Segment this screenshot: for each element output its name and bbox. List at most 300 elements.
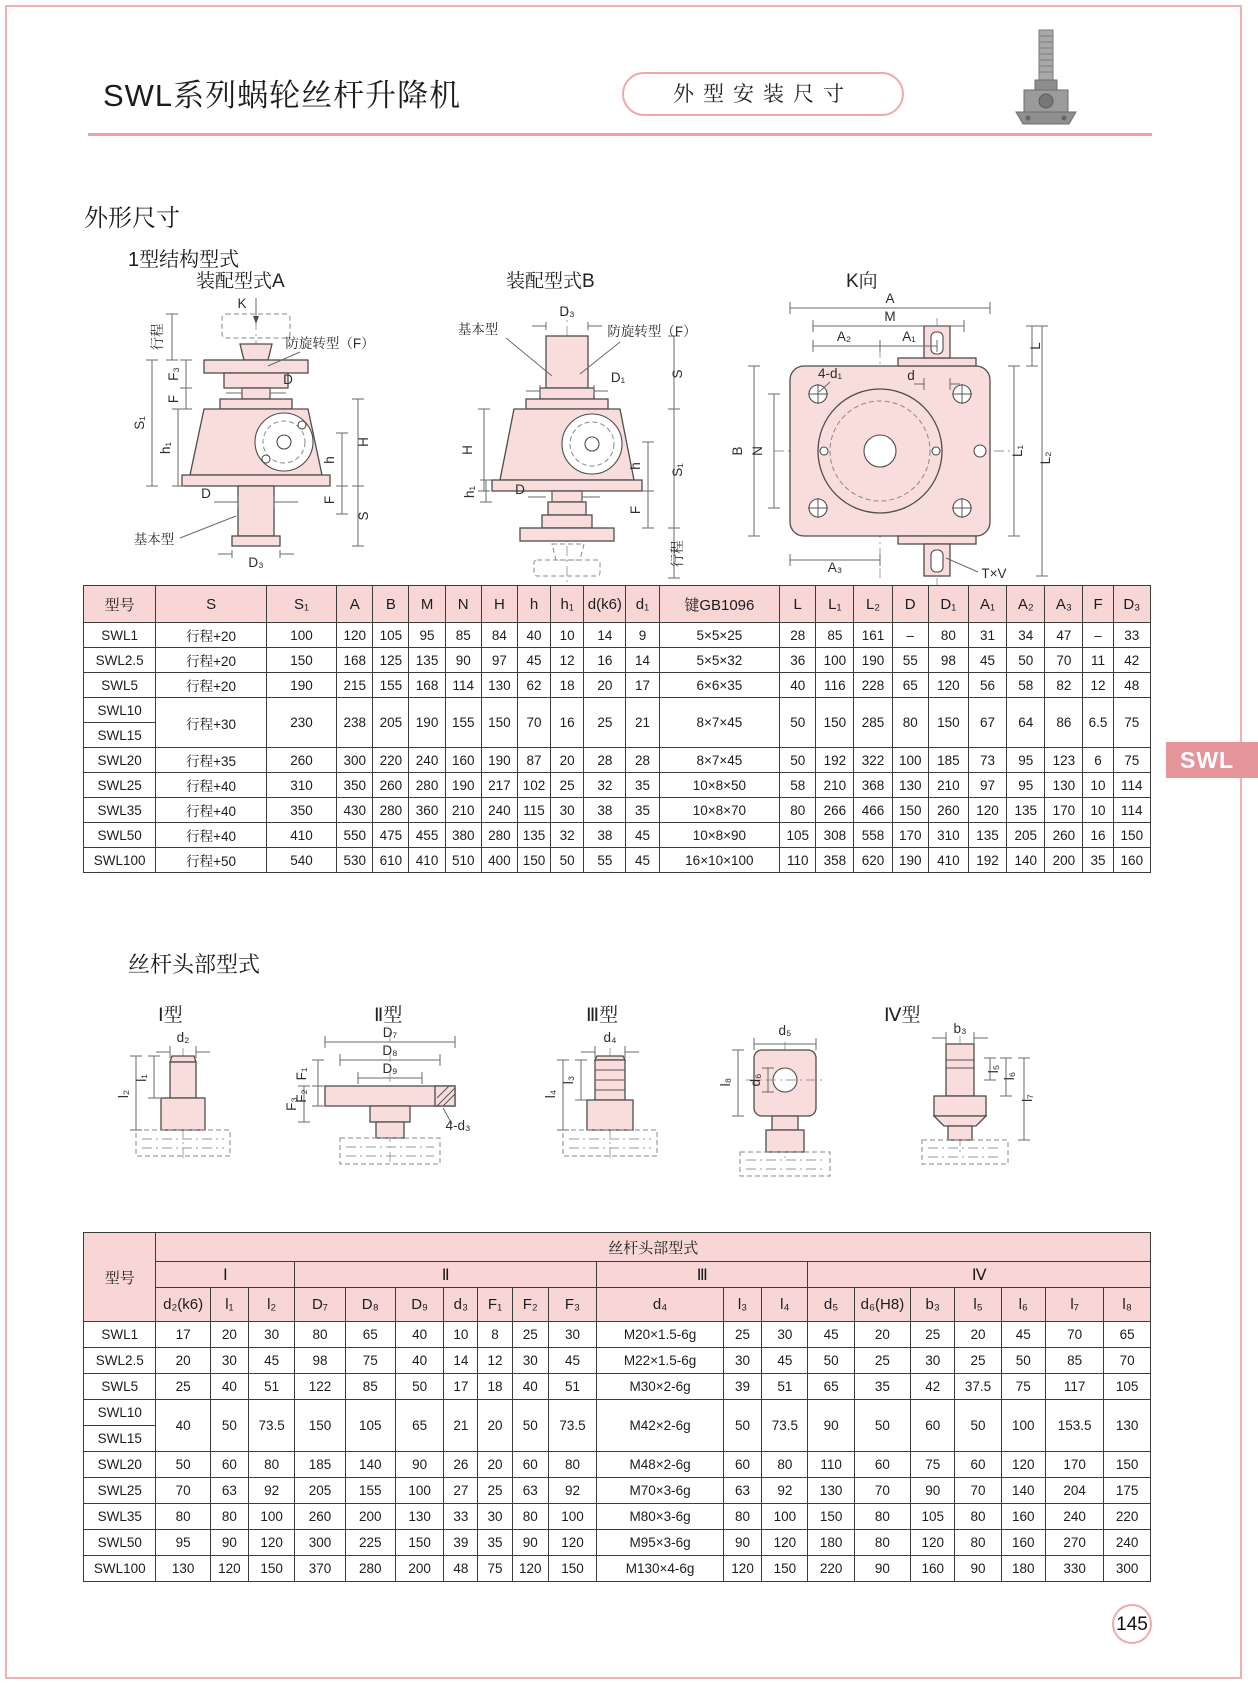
table-row	[84, 1348, 1151, 1374]
value-cell: 51	[249, 1374, 295, 1400]
dimension-label: T×V	[981, 566, 1007, 581]
value-cell: 63	[723, 1478, 761, 1504]
value-cell: 90	[955, 1556, 1001, 1582]
value-cell: 200	[345, 1504, 395, 1530]
value-cell: 260	[928, 798, 968, 823]
value-cell: 67	[968, 698, 1006, 748]
value-cell: 6	[1083, 748, 1113, 773]
value-cell: 150	[395, 1530, 443, 1556]
value-cell: 130	[892, 773, 928, 798]
head-title-type4: Ⅳ型	[884, 1005, 921, 1026]
value-cell: 150	[517, 848, 550, 873]
value-cell: 70	[1045, 648, 1083, 673]
value-cell: 70	[156, 1478, 210, 1504]
value-cell: 10×8×90	[659, 823, 780, 848]
diagram-title-assembly-b: 装配型式B	[506, 271, 595, 292]
value-cell: –	[892, 623, 928, 648]
value-cell: 130	[481, 673, 517, 698]
dimension-label: D₁	[610, 370, 626, 385]
value-cell: 17	[156, 1322, 210, 1348]
value-cell: 100	[816, 648, 854, 673]
value-cell: 25	[478, 1478, 512, 1504]
column-header: d₆(H8)	[854, 1288, 910, 1322]
value-cell: 30	[478, 1504, 512, 1530]
value-cell: 70	[1045, 1322, 1103, 1348]
dimension-label: h	[322, 456, 337, 464]
value-cell: 20	[955, 1322, 1001, 1348]
header-divider	[88, 133, 1152, 136]
value-cell: 25	[955, 1348, 1001, 1374]
head-type4b-diagram	[888, 1021, 1048, 1184]
value-cell: 50	[210, 1400, 248, 1452]
table-row	[84, 1478, 1151, 1504]
value-cell: 150	[548, 1556, 596, 1582]
value-cell: 160	[1113, 848, 1150, 873]
value-cell: 11	[1083, 648, 1113, 673]
model-cell: SWL20	[84, 748, 156, 773]
dimension-label: l₈	[718, 1077, 733, 1087]
value-cell: 185	[928, 748, 968, 773]
value-cell: 150	[762, 1556, 808, 1582]
value-cell: 65	[345, 1322, 395, 1348]
value-cell: 10×8×50	[659, 773, 780, 798]
column-header: H	[481, 586, 517, 623]
value-cell: 95	[156, 1530, 210, 1556]
value-cell: M130×4-6g	[597, 1556, 724, 1582]
value-cell: 90	[445, 648, 481, 673]
value-cell: 105	[911, 1504, 955, 1530]
value-cell: 50	[780, 748, 816, 773]
head-title-type1: Ⅰ型	[158, 1005, 183, 1026]
model-cell: SWL10	[84, 698, 156, 723]
value-cell: 150	[249, 1556, 295, 1582]
value-cell: 30	[551, 798, 584, 823]
value-cell: 45	[548, 1348, 596, 1374]
value-cell: 90	[210, 1530, 248, 1556]
model-cell: SWL100	[84, 1556, 156, 1582]
value-cell: 行程+20	[156, 623, 267, 648]
value-cell: 200	[395, 1556, 443, 1582]
dimension-label: d₄	[603, 1030, 617, 1045]
value-cell: 150	[928, 698, 968, 748]
value-cell: 25	[551, 773, 584, 798]
value-cell: 80	[892, 698, 928, 748]
page-number: 145	[1112, 1604, 1152, 1644]
value-cell: 48	[444, 1556, 478, 1582]
value-cell: 80	[780, 798, 816, 823]
value-cell: 17	[626, 673, 659, 698]
value-cell: 160	[1001, 1504, 1045, 1530]
value-cell: 行程+20	[156, 673, 267, 698]
dimension-label: l₃	[561, 1075, 576, 1085]
value-cell: 30	[512, 1348, 548, 1374]
column-header: B	[373, 586, 409, 623]
value-cell: 140	[1001, 1478, 1045, 1504]
table-row	[84, 1452, 1151, 1478]
k-view-diagram	[728, 288, 1063, 588]
value-cell: 155	[445, 698, 481, 748]
value-cell: 125	[373, 648, 409, 673]
value-cell: 130	[1104, 1400, 1151, 1452]
dimension-label: 4-d₁	[817, 366, 843, 381]
value-cell: 240	[1104, 1530, 1151, 1556]
value-cell: 90	[395, 1452, 443, 1478]
value-cell: 60	[723, 1452, 761, 1478]
section-title-screw-head-types: 丝杆头部型式	[128, 952, 261, 977]
value-cell: 50	[156, 1452, 210, 1478]
value-cell: 240	[481, 798, 517, 823]
value-cell: 20	[478, 1452, 512, 1478]
value-cell: 5×5×32	[659, 648, 780, 673]
value-cell: 50	[512, 1400, 548, 1452]
value-cell: 32	[551, 823, 584, 848]
dimension-label: L₁	[1010, 444, 1025, 458]
dimension-label: S	[356, 511, 371, 521]
column-header: M	[409, 586, 445, 623]
value-cell: 20	[584, 673, 626, 698]
model-cell: SWL50	[84, 823, 156, 848]
value-cell: 120	[928, 673, 968, 698]
value-cell: 25	[156, 1374, 210, 1400]
value-cell: 70	[955, 1478, 1001, 1504]
value-cell: 26	[444, 1452, 478, 1478]
value-cell: 27	[444, 1478, 478, 1504]
value-cell: 10	[1083, 798, 1113, 823]
page-title: SWL系列蜗轮丝杆升降机	[103, 78, 462, 113]
header-badge: 外型安装尺寸	[622, 72, 904, 116]
value-cell: 155	[373, 673, 409, 698]
value-cell: 300	[295, 1530, 345, 1556]
type-group-header: Ⅳ	[808, 1262, 1151, 1288]
dimension-label: 行程	[150, 323, 165, 351]
type-group-header: Ⅲ	[597, 1262, 808, 1288]
value-cell: 225	[345, 1530, 395, 1556]
value-cell: 40	[156, 1400, 210, 1452]
table-row	[84, 848, 1151, 873]
value-cell: 55	[892, 648, 928, 673]
value-cell: 80	[548, 1452, 596, 1478]
table-row	[84, 648, 1151, 673]
value-cell: 42	[1113, 648, 1150, 673]
value-cell: 260	[373, 773, 409, 798]
value-cell: 150	[808, 1504, 854, 1530]
value-cell: 65	[395, 1400, 443, 1452]
value-cell: 90	[512, 1530, 548, 1556]
model-cell: SWL35	[84, 798, 156, 823]
value-cell: 40	[780, 673, 816, 698]
value-cell: 100	[892, 748, 928, 773]
column-header: A₃	[1045, 586, 1083, 623]
value-cell: 45	[517, 648, 550, 673]
value-cell: 150	[892, 798, 928, 823]
value-cell: 190	[409, 698, 445, 748]
value-cell: 50	[854, 1400, 910, 1452]
value-cell: 40	[210, 1374, 248, 1400]
column-header: b₃	[911, 1288, 955, 1322]
value-cell: 65	[1104, 1322, 1151, 1348]
value-cell: 14	[444, 1348, 478, 1374]
value-cell: 98	[928, 648, 968, 673]
dimension-label: F₂	[294, 1089, 309, 1103]
value-cell: 150	[266, 648, 336, 673]
value-cell: 40	[512, 1374, 548, 1400]
value-cell: 190	[266, 673, 336, 698]
value-cell: 215	[337, 673, 373, 698]
column-header: d(k6)	[584, 586, 626, 623]
column-header: d₂(k6)	[156, 1288, 210, 1322]
value-cell: 56	[968, 673, 1006, 698]
value-cell: 110	[808, 1452, 854, 1478]
value-cell: 190	[892, 848, 928, 873]
dimension-label: A₃	[827, 560, 843, 575]
value-cell: 行程+40	[156, 773, 267, 798]
value-cell: 168	[409, 673, 445, 698]
value-cell: 45	[968, 648, 1006, 673]
value-cell: 285	[854, 698, 892, 748]
value-cell: 10	[444, 1322, 478, 1348]
column-header: S	[156, 586, 267, 623]
header-row	[84, 1262, 1151, 1288]
value-cell: 280	[409, 773, 445, 798]
value-cell: 20	[854, 1322, 910, 1348]
value-cell: 80	[928, 623, 968, 648]
value-cell: 40	[395, 1348, 443, 1374]
value-cell: M42×2-6g	[597, 1400, 724, 1452]
dimension-label: b₃	[953, 1021, 967, 1036]
value-cell: M80×3-6g	[597, 1504, 724, 1530]
value-cell: 205	[295, 1478, 345, 1504]
value-cell: 75	[345, 1348, 395, 1374]
dimension-label: D	[283, 372, 293, 387]
value-cell: 73.5	[762, 1400, 808, 1452]
value-cell: 161	[854, 623, 892, 648]
value-cell: 140	[1007, 848, 1045, 873]
model-cell: SWL1	[84, 623, 156, 648]
value-cell: 58	[780, 773, 816, 798]
head-type2-diagram	[284, 1025, 480, 1188]
value-cell: 85	[445, 623, 481, 648]
value-cell: 14	[626, 648, 659, 673]
value-cell: 80	[955, 1530, 1001, 1556]
value-cell: 35	[854, 1374, 910, 1400]
value-cell: 270	[1045, 1530, 1103, 1556]
value-cell: 64	[1007, 698, 1045, 748]
value-cell: 97	[968, 773, 1006, 798]
value-cell: 37.5	[955, 1374, 1001, 1400]
value-cell: 20	[156, 1348, 210, 1374]
value-cell: 620	[854, 848, 892, 873]
value-cell: 92	[762, 1478, 808, 1504]
value-cell: 18	[478, 1374, 512, 1400]
value-cell: 65	[808, 1374, 854, 1400]
value-cell: 70	[517, 698, 550, 748]
value-cell: 400	[481, 848, 517, 873]
value-cell: 45	[626, 848, 659, 873]
column-header: l₆	[1001, 1288, 1045, 1322]
value-cell: 73	[968, 748, 1006, 773]
value-cell: 50	[723, 1400, 761, 1452]
value-cell: 204	[1045, 1478, 1103, 1504]
column-header: D₁	[928, 586, 968, 623]
dimension-label: 4-d₃	[445, 1118, 471, 1133]
value-cell: 30	[548, 1322, 596, 1348]
value-cell: 466	[854, 798, 892, 823]
value-cell: 28	[780, 623, 816, 648]
value-cell: 230	[266, 698, 336, 748]
value-cell: 228	[854, 673, 892, 698]
value-cell: 75	[478, 1556, 512, 1582]
value-cell: 280	[345, 1556, 395, 1582]
value-cell: 550	[337, 823, 373, 848]
value-cell: 25	[911, 1322, 955, 1348]
column-header: D₉	[395, 1288, 443, 1322]
dimension-label: F	[628, 505, 643, 515]
value-cell: M20×1.5-6g	[597, 1322, 724, 1348]
dimension-label: l₂	[116, 1089, 131, 1099]
value-cell: 120	[723, 1556, 761, 1582]
value-cell: 160	[1001, 1530, 1045, 1556]
table-row	[84, 698, 1151, 723]
value-cell: 75	[911, 1452, 955, 1478]
value-cell: 150	[1113, 823, 1150, 848]
model-cell: SWL2.5	[84, 1348, 156, 1374]
value-cell: 50	[808, 1348, 854, 1374]
model-cell: SWL35	[84, 1504, 156, 1530]
value-cell: 50	[955, 1400, 1001, 1452]
value-cell: 210	[445, 798, 481, 823]
value-cell: 95	[1007, 748, 1045, 773]
value-cell: 82	[1045, 673, 1083, 698]
column-header: l₇	[1045, 1288, 1103, 1322]
dimension-label: K	[237, 296, 247, 311]
value-cell: M22×1.5-6g	[597, 1348, 724, 1374]
value-cell: 行程+40	[156, 798, 267, 823]
dimension-label: 防旋转型（F）	[607, 324, 697, 339]
value-cell: 39	[723, 1374, 761, 1400]
value-cell: 120	[548, 1530, 596, 1556]
column-header: D	[892, 586, 928, 623]
value-cell: 16	[584, 648, 626, 673]
value-cell: 155	[345, 1478, 395, 1504]
value-cell: 39	[444, 1530, 478, 1556]
model-cell: SWL15	[84, 723, 156, 748]
value-cell: 60	[955, 1452, 1001, 1478]
value-cell: 51	[762, 1374, 808, 1400]
value-cell: 85	[1045, 1348, 1103, 1374]
header-row	[84, 1233, 1151, 1262]
value-cell: 60	[512, 1452, 548, 1478]
value-cell: 行程+50	[156, 848, 267, 873]
value-cell: 610	[373, 848, 409, 873]
dimension-label: L₂	[1038, 451, 1053, 465]
column-header: L₁	[816, 586, 854, 623]
value-cell: 28	[584, 748, 626, 773]
value-cell: 153.5	[1045, 1400, 1103, 1452]
value-cell: 65	[892, 673, 928, 698]
value-cell: 220	[373, 748, 409, 773]
column-header: l₃	[723, 1288, 761, 1322]
column-header: D₇	[295, 1288, 345, 1322]
value-cell: 87	[517, 748, 550, 773]
value-cell: 12	[551, 648, 584, 673]
value-cell: 510	[445, 848, 481, 873]
value-cell: 20	[478, 1400, 512, 1452]
value-cell: 10	[1083, 773, 1113, 798]
dimensions-table	[83, 585, 1151, 873]
value-cell: 95	[1007, 773, 1045, 798]
dimension-label: 基本型	[133, 532, 175, 547]
dimension-label: D₃	[248, 555, 264, 570]
model-cell: SWL2.5	[84, 648, 156, 673]
model-cell: SWL5	[84, 1374, 156, 1400]
dimension-label: D₈	[382, 1043, 398, 1058]
value-cell: 33	[444, 1504, 478, 1530]
value-cell: 192	[816, 748, 854, 773]
table-row	[84, 798, 1151, 823]
value-cell: 97	[481, 648, 517, 673]
model-cell: SWL15	[84, 1426, 156, 1452]
model-cell: SWL50	[84, 1530, 156, 1556]
column-header: h₁	[551, 586, 584, 623]
value-cell: 117	[1045, 1374, 1103, 1400]
dimension-label: 基本型	[457, 322, 499, 337]
value-cell: 8	[478, 1322, 512, 1348]
value-cell: 30	[911, 1348, 955, 1374]
value-cell: 75	[1001, 1374, 1045, 1400]
value-cell: 92	[548, 1478, 596, 1504]
column-header: F	[1083, 586, 1113, 623]
value-cell: 35	[1083, 848, 1113, 873]
value-cell: 190	[854, 648, 892, 673]
dimension-label: d	[907, 368, 915, 383]
value-cell: 115	[517, 798, 550, 823]
model-cell: SWL25	[84, 773, 156, 798]
value-cell: 120	[512, 1556, 548, 1582]
dimension-label: h	[628, 462, 643, 470]
dimension-label: D	[515, 482, 525, 497]
column-header: 键GB1096	[659, 586, 780, 623]
value-cell: 55	[584, 848, 626, 873]
assembly-type-a-diagram	[118, 292, 388, 570]
value-cell: 120	[1001, 1452, 1045, 1478]
value-cell: 120	[337, 623, 373, 648]
header-row	[84, 586, 1151, 623]
model-cell: SWL5	[84, 673, 156, 698]
column-header: D₃	[1113, 586, 1150, 623]
corner-header: 型号	[84, 1233, 156, 1322]
value-cell: 60	[911, 1400, 955, 1452]
value-cell: 100	[1001, 1400, 1045, 1452]
value-cell: 85	[816, 623, 854, 648]
column-header: d₄	[597, 1288, 724, 1322]
value-cell: 25	[723, 1322, 761, 1348]
value-cell: 350	[337, 773, 373, 798]
value-cell: 8×7×45	[659, 698, 780, 748]
diagram-title-assembly-a: 装配型式A	[196, 271, 285, 292]
value-cell: 73.5	[249, 1400, 295, 1452]
value-cell: 350	[266, 798, 336, 823]
value-cell: –	[1083, 623, 1113, 648]
dimension-label: F	[322, 495, 337, 505]
value-cell: 70	[854, 1478, 910, 1504]
value-cell: 28	[626, 748, 659, 773]
value-cell: 410	[928, 848, 968, 873]
value-cell: 280	[481, 823, 517, 848]
value-cell: 35	[626, 773, 659, 798]
value-cell: 240	[1045, 1504, 1103, 1530]
series-side-tab: SWL	[1166, 742, 1258, 778]
value-cell: 80	[723, 1504, 761, 1530]
